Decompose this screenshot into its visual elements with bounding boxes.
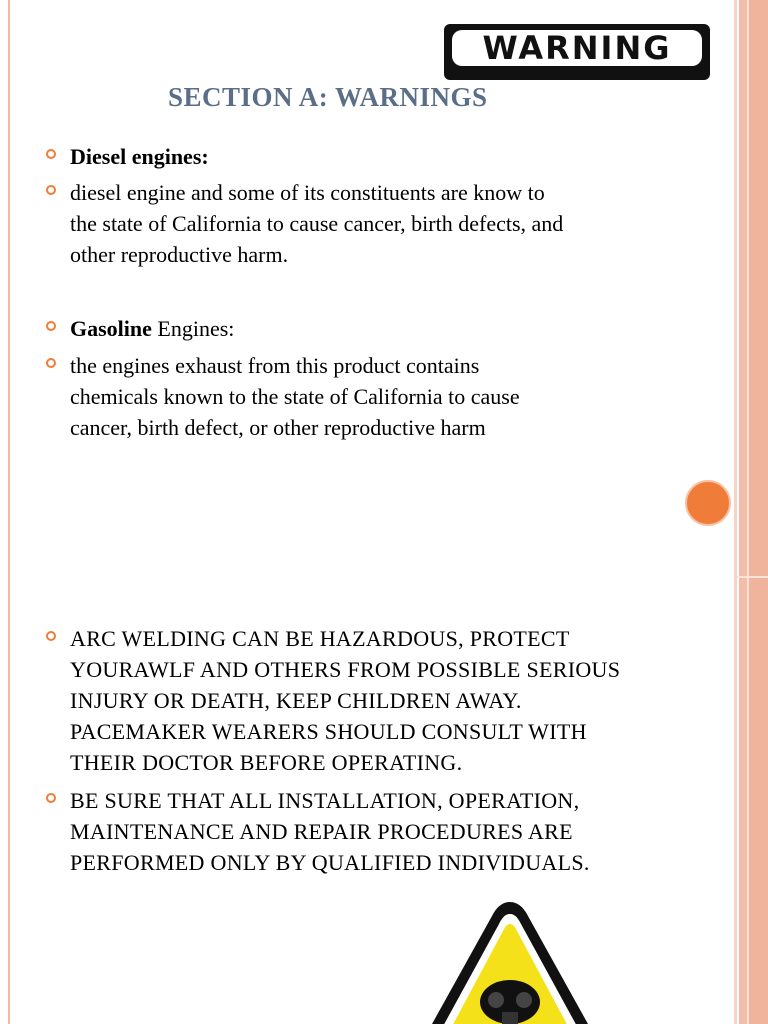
text-line: other reproductive harm. <box>70 242 289 267</box>
bullet-gasoline-heading-rest: Engines: <box>151 316 235 341</box>
right-stripe-mid <box>739 0 747 1024</box>
text-line: chemicals known to the state of California to cause <box>70 384 520 409</box>
page-title: SECTION A: WARNINGS <box>168 82 488 112</box>
text-line: the engines exhaust from this product contains <box>70 353 480 378</box>
left-border-line <box>8 0 10 1024</box>
ring-bullet-icon <box>46 358 56 368</box>
warning-badge-inner <box>452 30 702 66</box>
bullet-arc-welding-text <box>70 623 620 778</box>
warning-badge-text: WARNING <box>482 29 672 67</box>
text-line: ARC WELDING CAN BE HAZARDOUS, PROTECT <box>70 626 570 651</box>
text-line: YOURAWLF AND OTHERS FROM POSSIBLE SERIOUS <box>70 657 621 682</box>
bullet-gasoline-text <box>70 350 520 443</box>
ring-bullet-icon <box>46 149 56 159</box>
text-line: cancer, birth defect, or other reproductive harm <box>70 415 486 440</box>
hazard-triangle-icon <box>412 900 608 1024</box>
text-line: INJURY OR DEATH, KEEP CHILDREN AWAY. <box>70 688 522 713</box>
ring-bullet-icon <box>46 185 56 195</box>
warning-badge <box>444 24 710 80</box>
ring-bullet-icon <box>46 631 56 641</box>
bullet-diesel-heading <box>70 141 209 172</box>
text-line: the state of California to cause cancer, birth defects, and <box>70 211 564 236</box>
text-line: MAINTENANCE AND REPAIR PROCEDURES ARE <box>70 819 573 844</box>
text-line: BE SURE THAT ALL INSTALLATION, OPERATION, <box>70 788 580 813</box>
orange-circle-button[interactable] <box>685 480 731 526</box>
bullet-gasoline-heading-bold: Gasoline <box>70 316 152 341</box>
bullet-gasoline-heading <box>70 313 234 344</box>
ring-bullet-icon <box>46 793 56 803</box>
bullet-diesel-text <box>70 177 563 270</box>
ring-bullet-icon <box>46 321 56 331</box>
text-line: PACEMAKER WEARERS SHOULD CONSULT WITH <box>70 719 587 744</box>
bullet-qualified-text <box>70 785 590 878</box>
right-stripe-wide <box>749 0 768 1024</box>
right-stripe-divider <box>737 576 768 578</box>
text-line: diesel engine and some of its constituents are know to <box>70 180 545 205</box>
right-stripe-thin <box>734 0 737 1024</box>
text-line: PERFORMED ONLY BY QUALIFIED INDIVIDUALS. <box>70 850 590 875</box>
text-line: THEIR DOCTOR BEFORE OPERATING. <box>70 750 463 775</box>
bullet-diesel-heading-bold: Diesel engines: <box>70 144 209 169</box>
